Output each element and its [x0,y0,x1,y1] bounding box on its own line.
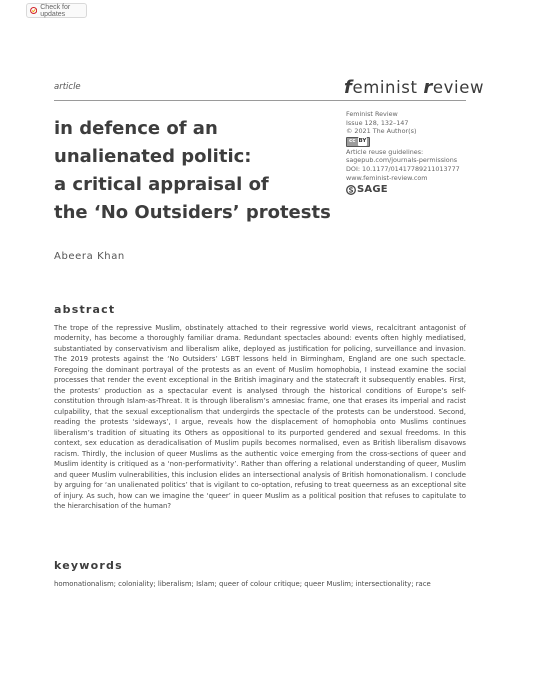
keywords-heading: keywords [54,559,123,572]
title-line: the ‘No Outsiders’ protests [54,202,331,223]
article-title [54,115,344,227]
logo-text-eview: eview [432,78,485,97]
reuse-guidelines-link[interactable]: sagepub.com/journals-permissions [346,156,458,165]
title-line: a critical appraisal of [54,174,269,195]
doi-link[interactable]: DOI: 10.1177/01417789211013777 [346,164,460,173]
check-for-updates-button[interactable] [26,3,87,18]
copyright-line: © 2021 The Author(s) [346,127,417,136]
header-divider [54,100,466,101]
publication-metadata [346,110,460,195]
abstract-text: The trope of the repressive Muslim, obstinately attached to their regressive world views, recalcitrant antagonist of modernity, has become a thoroughly familiar drama. Redundant spectacles abound: events often highly mediatised, substantiated by conservativism and liberalism alike, deployed as justification for policing, surveillance and invasion. The 2019 protests against the ‘No Outsiders’ LGBT lessons held in Birmingham, England are one such spectacle. Foregoing the dominant portrayal of the protests as an event of Muslim homophobia, I instead examine the social processes that render the event exceptional in the British imaginary and the statecraft it subsequently enables. First, the protests’ production as a spectacular event is analysed through the historical conditions of Europe’s self-constitution through Islam-as-Threat. It is through liberalism’s amnesiac frame, one that erases its imperial and racist culpability, that the sexual exceptionalism that undergirds the spectacle of the protests can be understood. Second, reading the protests ‘sideways’, I argue, reveals how the displacement of homophobia onto Muslims continues liberalism’s tradition of situating its Others as oppositional to its purported gendered and sexual freedoms. In this context, sex education as deradicalisation of Muslim pupils becomes normalised, even as British liberalism disavows racism. Thirdly, the inclusion of queer Muslims as the authentic voice emerging from the cross-sections of queer and Muslim identity is critiqued as a ‘non-performativity’. Rather than offering a relational understanding of queer, Muslim and queer Muslim vulnerabilities, this inclusion elides an intersectional analysis of British homonationalism. I conclude by arguing for ‘an unalienated politics’ that is vigilant to co-optation, refusing to treat queerness as an exceptional site of injury. As such, how can we imagine the ‘queer’ in queer Muslim as a political position that refuses to capitulate to the hierarchisation of the human? [54,324,466,510]
issue-info: Issue 128, 132–147 [346,118,409,127]
logo-text-eminist: eminist [352,78,424,97]
title-line: unalienated politic: [54,146,252,167]
cc-badge-left: cc [349,138,356,145]
article-type-label: article [54,82,81,92]
journal-logo [344,77,484,98]
journal-website-link[interactable]: www.feminist-review.com [346,173,428,182]
author-name: Abeera Khan [54,251,125,262]
keywords-text: homonationalism; coloniality; liberalism; Islam; queer of colour critique; queer Muslim; intersectionality; race [54,580,431,588]
journal-name: Feminist Review [346,110,398,118]
title-line: in defence of an [54,118,218,139]
abstract-heading: abstract [54,303,116,316]
sage-circle-icon [346,185,356,195]
logo-letter-r: r [423,77,433,98]
reuse-guidelines-label: Article reuse guidelines: [346,147,424,156]
check-updates-label: Check for updates [40,3,71,18]
cc-license-badge[interactable] [346,137,370,147]
sage-logo [346,185,460,195]
sage-logo-text: SAGE [357,183,388,195]
logo-letter-f: f [344,77,353,98]
check-updates-icon [30,6,37,15]
cc-badge-right: BY [358,138,367,145]
